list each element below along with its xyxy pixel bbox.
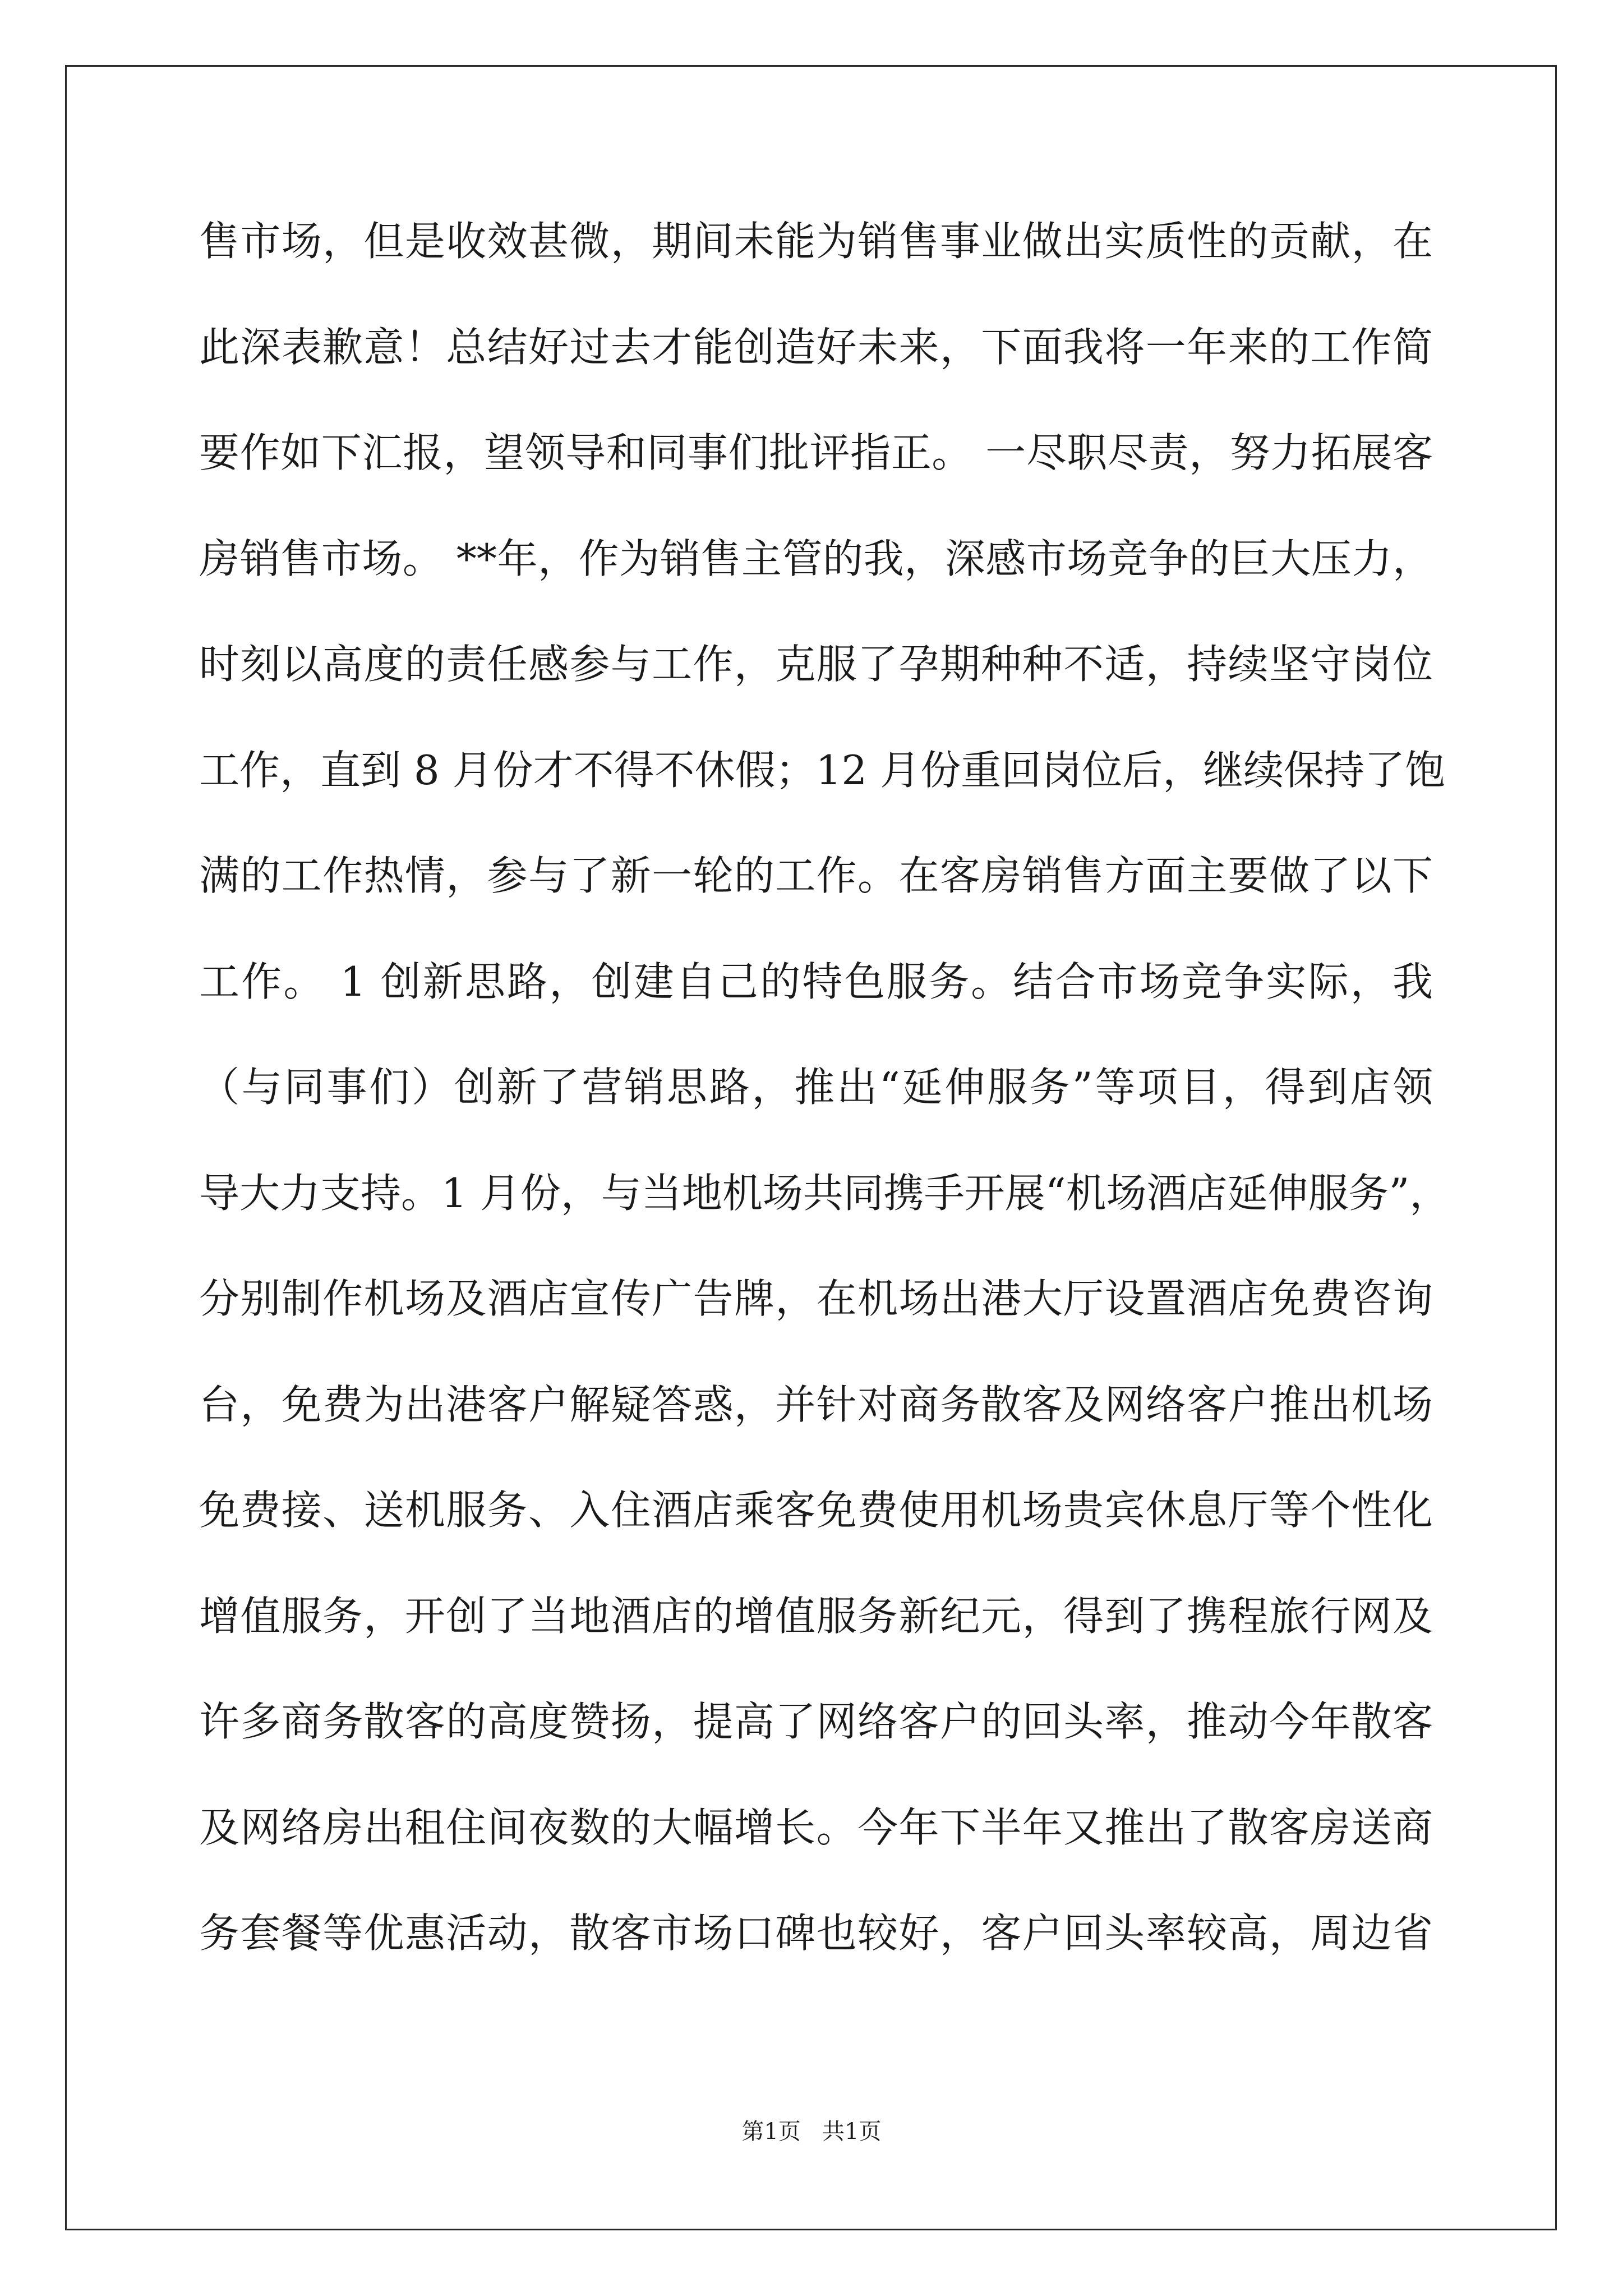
paragraph-line: 导大力支持。1 月份，与当地机场共同携手开展“机场酒店延伸服务”， [199, 1169, 1450, 1217]
paragraph-line: 满的工作热情，参与了新一轮的工作。在客房销售方面主要做了以下 [199, 852, 1433, 899]
paragraph-line: 工作，直到 8 月份才不得不休假；12 月份重回岗位后，继续保持了饱 [199, 746, 1446, 794]
paragraph-line: 及网络房出租住间夜数的大幅增长。今年下半年又推出了散客房送商 [199, 1803, 1433, 1851]
page-number-footer: 第1页 共1页 [741, 2119, 882, 2145]
paragraph-line: 要作如下汇报，望领导和同事们批评指正。 一尽职尽责，努力拓展客 [199, 429, 1433, 476]
paragraph-line: 售市场，但是收效甚微，期间未能为销售事业做出实质性的贡献，在 [199, 218, 1433, 265]
paragraph-line: 工作。 1 创新思路，创建自己的特色服务。结合市场竞争实际，我 [199, 958, 1433, 1005]
paragraph-line: 增值服务，开创了当地酒店的增值服务新纪元，得到了携程旅行网及 [199, 1592, 1433, 1640]
paragraph-line: 分别制作机场及酒店宣传广告牌，在机场出港大厅设置酒店免费咨询 [199, 1275, 1433, 1322]
document-body [199, 215, 1450, 2013]
paragraph-line: （与同事们）创新了营销思路，推出“延伸服务”等项目，得到店领 [199, 1064, 1433, 1111]
paragraph-line: 时刻以高度的责任感参与工作，克服了孕期种种不适，持续坚守岗位 [199, 641, 1433, 688]
paragraph-line: 务套餐等优惠活动，散客市场口碑也较好，客户回头率较高，周边省 [199, 1910, 1433, 1957]
paragraph-line: 许多商务散客的高度赞扬，提高了网络客户的回头率，推动今年散客 [199, 1698, 1433, 1745]
paragraph-line: 台，免费为出港客户解疑答惑，并针对商务散客及网络客户推出机场 [199, 1381, 1433, 1428]
paragraph-line: 房销售市场。 **年，作为销售主管的我，深感市场竞争的巨大压力， [199, 535, 1433, 582]
paragraph-line: 此深表歉意！总结好过去才能创造好未来，下面我将一年来的工作简 [199, 323, 1433, 371]
paragraph-line: 免费接、送机服务、入住酒店乘客免费使用机场贵宾休息厅等个性化 [199, 1487, 1433, 1534]
